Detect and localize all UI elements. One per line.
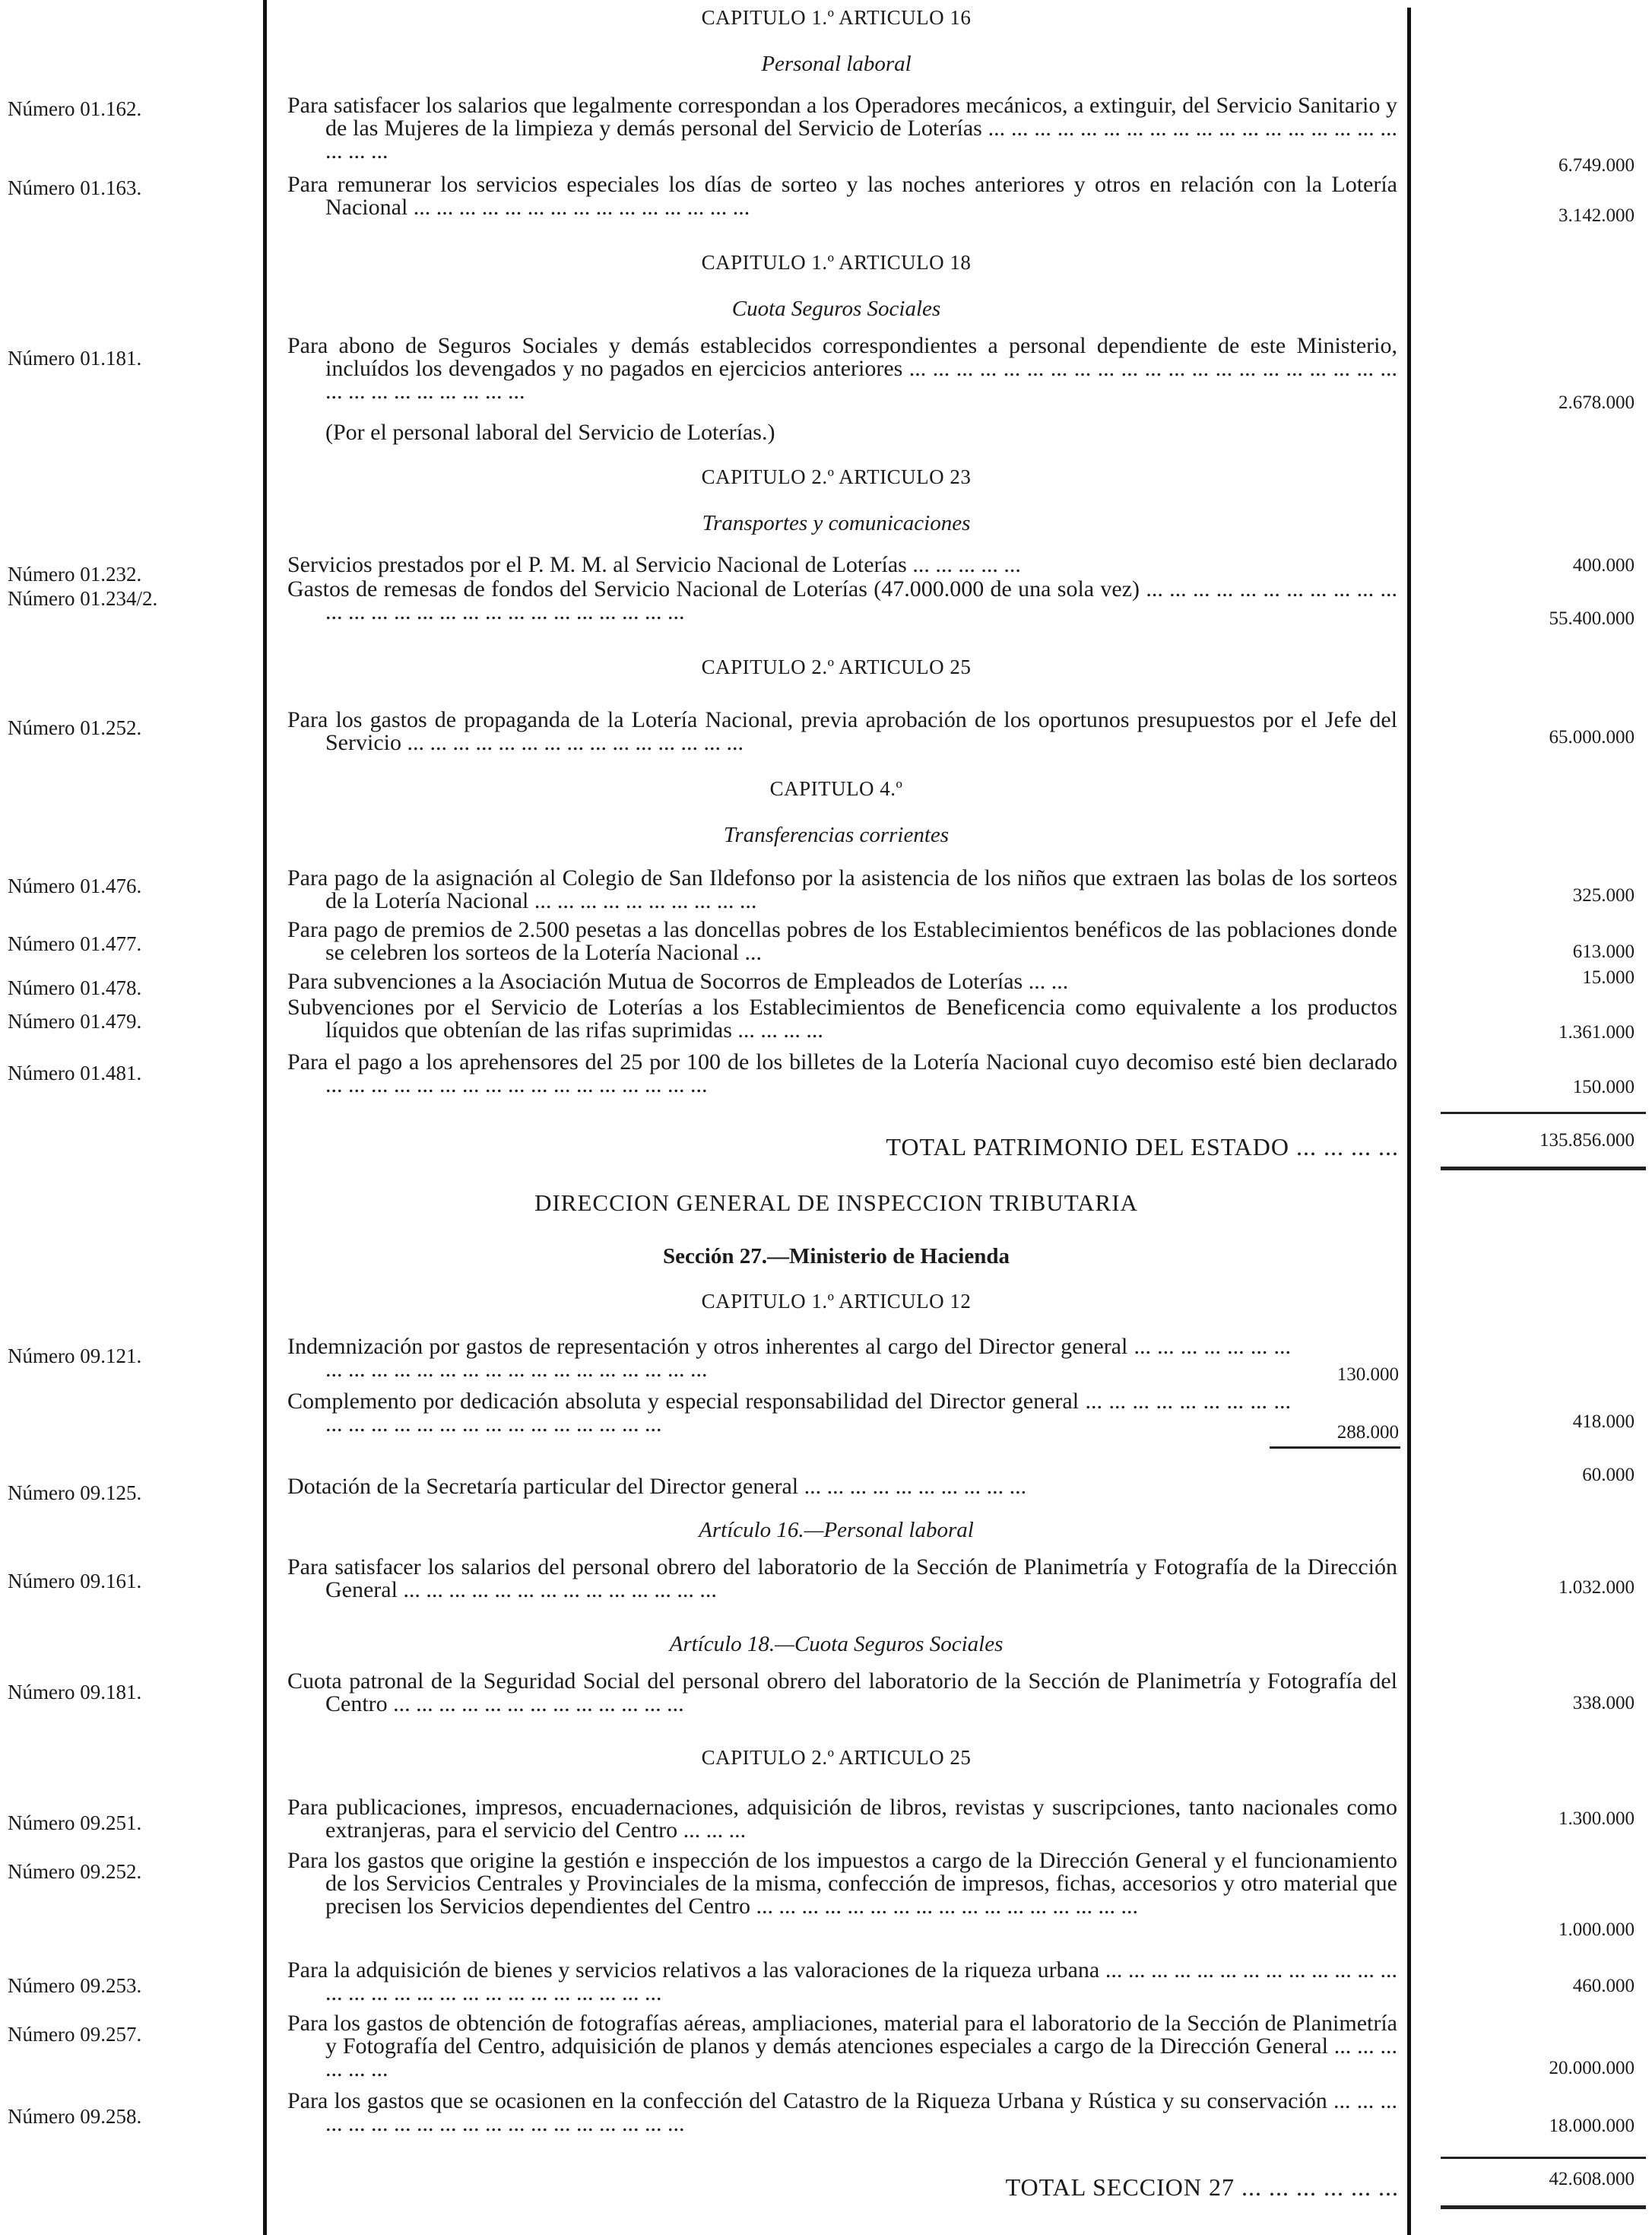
item-amount: 400.000: [1572, 555, 1635, 576]
subheading: Transportes y comunicaciones: [702, 511, 971, 535]
item-amount: 2.678.000: [1558, 392, 1635, 413]
subheading: Personal laboral: [761, 52, 912, 76]
item-number: Número 01.478.: [8, 976, 142, 999]
chapter-heading: CAPITULO 1.º ARTICULO 16: [701, 6, 972, 29]
total-amount: 42.608.000: [1549, 2169, 1635, 2189]
total-rule: [1441, 2205, 1646, 2209]
section-title: Sección 27.—Ministerio de Hacienda: [663, 1244, 1010, 1268]
total-rule: [1441, 1167, 1646, 1170]
item-amount: 3.142.000: [1558, 205, 1635, 226]
item-amount: 55.400.000: [1549, 608, 1635, 629]
item-text: Gastos de remesas de fondos del Servicio Nacional de Loterías (47.000.000 de una sola vez) ... ... ... ... ... ... ... ... ... ... ... ... ... ... ... ... ... ... ... ... ... ... ... ... ... ... ...: [287, 576, 1397, 624]
item-number: Número 09.252.: [8, 1860, 142, 1883]
item-number: Número 09.258.: [8, 2105, 142, 2128]
total-label: TOTAL SECCION 27 ... ... ... ... ... ...: [1005, 2173, 1399, 2201]
item-text: Para publicaciones, impresos, encuadernaciones, adquisición de libros, revistas y suscripciones, tanto nacionales como extranjeras, para el servicio del Centro ... ... ...: [287, 1795, 1397, 1843]
item-amount: 1.032.000: [1558, 1577, 1635, 1598]
item-text: Cuota patronal de la Seguridad Social del personal obrero del laboratorio de la Sección de Planimetría y Fotografía del Centro ... ... ... ... ... ... ... ... ... ... ... ... ...: [287, 1668, 1397, 1716]
item-note: (Por el personal laboral del Servicio de Loterías.): [325, 420, 775, 445]
item-text: Para la adquisición de bienes y servicios relativos a las valoraciones de la riqueza urbana ... ... ... ... ... ... ... ... ... ... ... ... ... ... ... ... ... ... ... ... ... ... ... ... ... ... ... ...: [287, 1957, 1397, 2005]
subtotal-rule: [1270, 1446, 1400, 1449]
item-number: Número 09.251.: [8, 1811, 142, 1834]
subheading: Artículo 16.—Personal laboral: [699, 1518, 974, 1542]
total-label: TOTAL PATRIMONIO DEL ESTADO ... ... ... ...: [886, 1133, 1399, 1160]
item-amount: 613.000: [1572, 941, 1635, 962]
subheading: Transferencias corrientes: [723, 823, 950, 847]
item-number: Número 01.479.: [8, 1010, 142, 1033]
left-column-rule: [263, 0, 267, 2235]
subheading: Artículo 18.—Cuota Seguros Sociales: [669, 1632, 1004, 1656]
item-amount: 460.000: [1572, 1976, 1635, 1996]
total-amount: 135.856.000: [1539, 1130, 1635, 1151]
item-text: Para remunerar los servicios especiales los días de sorteo y las noches anteriores y otros en relación con la Lotería Nacional ... ... ... ... ... ... ... ... ... ... ... ... ... ... ...: [287, 172, 1397, 220]
item-number: Número 01.162.: [8, 97, 142, 120]
chapter-heading: CAPITULO 2.º ARTICULO 25: [701, 1746, 972, 1769]
item-number: Número 01.481.: [8, 1062, 142, 1084]
item-number: Número 01.232.: [8, 563, 142, 586]
item-text: Para los gastos de obtención de fotografías aéreas, ampliaciones, material para el laboratorio de la Sección de Planimetría y Fotografía del Centro, adquisición de planos y demás atenciones especiales a cargo de la Dirección General ... ... ... ... ... ...: [287, 2011, 1397, 2081]
chapter-heading: CAPITULO 1.º ARTICULO 18: [701, 251, 972, 274]
item-amount: 325.000: [1572, 885, 1635, 906]
item-number: Número 09.161.: [8, 1570, 142, 1592]
item-amount: 150.000: [1572, 1077, 1635, 1097]
right-column-rule: [1407, 8, 1411, 2235]
item-text: Para subvenciones a la Asociación Mutua de Socorros de Empleados de Loterías ... ...: [287, 969, 1069, 994]
item-subamount: 288.000: [1337, 1422, 1399, 1443]
item-amount: 60.000: [1582, 1465, 1635, 1485]
item-number: Número 01.163.: [8, 176, 142, 199]
item-amount: 15.000: [1582, 967, 1635, 988]
chapter-heading: CAPITULO 4.º: [769, 777, 903, 800]
item-text: Subvenciones por el Servicio de Loterías a los Establecimientos de Beneficencia como equivalente a los productos líquidos que obtenían de las rifas suprimidas ... ... ... ...: [287, 995, 1397, 1043]
chapter-heading: CAPITULO 2.º ARTICULO 23: [701, 465, 972, 488]
amount-rule: [1441, 2157, 1646, 2159]
item-number: Número 09.253.: [8, 1974, 142, 1997]
item-text: Para los gastos que origine la gestión e inspección de los impuestos a cargo de la Dirección General y el funcionamiento de los Servicios Centrales y Provinciales de la misma, confección de impresos, fichas, accesorios y otro material que precisen los Servicios dependientes del Centro ... ... ... ... ... ... ... ... ... ... ... ... ... ... ... ... ...: [287, 1848, 1397, 1919]
item-text: Para el pago a los aprehensores del 25 por 100 de los billetes de la Lotería Nacional cuyo decomiso esté bien declarado ... ... ... ... ... ... ... ... ... ... ... ... ... ... ... ... ...: [287, 1049, 1397, 1097]
item-text: Para satisfacer los salarios del personal obrero del laboratorio de la Sección de Planimetría y Fotografía de la Dirección General ... ... ... ... ... ... ... ... ... ... ... ... ... ...: [287, 1554, 1397, 1602]
subheading: Cuota Seguros Sociales: [731, 297, 941, 321]
item-number: Número 09.257.: [8, 2023, 142, 2046]
item-number: Número 01.252.: [8, 716, 142, 739]
item-number: Número 01.476.: [8, 875, 142, 897]
amount-rule: [1441, 1112, 1646, 1114]
item-amount: 18.000.000: [1549, 2116, 1635, 2136]
item-amount: 338.000: [1572, 1693, 1635, 1713]
direction-title: DIRECCION GENERAL DE INSPECCION TRIBUTARIA: [534, 1189, 1138, 1216]
chapter-heading: CAPITULO 1.º ARTICULO 12: [701, 1290, 972, 1313]
item-number: Número 01.477.: [8, 932, 142, 955]
item-text: Para los gastos que se ocasionen en la confección del Catastro de la Riqueza Urbana y Rústica y su conservación ... ... ... ... ... ... ... ... ... ... ... ... ... ... ... ... ... ... ...: [287, 2088, 1397, 2136]
item-text: Indemnización por gastos de representación y otros inherentes al cargo del Director general ... ... ... ... ... ... ... ... ... ... ... ... ... ... ... ... ... ... ... ... ... ... ... ...: [287, 1334, 1291, 1382]
item-amount: 6.749.000: [1558, 155, 1635, 176]
item-text: Servicios prestados por el P. M. M. al Servicio Nacional de Loterías ... ... ... ... ...: [287, 552, 1021, 577]
item-text: Para pago de la asignación al Colegio de San Ildefonso por la asistencia de los niños que extraen las bolas de los sorteos de la Lotería Nacional ... ... ... ... ... ... ... ... ... ...: [287, 865, 1397, 913]
item-amount: 1.000.000: [1558, 1919, 1635, 1940]
item-number: Número 09.181.: [8, 1681, 142, 1703]
item-text: Para abono de Seguros Sociales y demás establecidos correspondientes a personal dependiente de este Ministerio, incluídos los devengados y no pagados en ejercicios anteriores ... ... ... ... ... ... ... ... ... ... ... ... ... ... ... ... ... ... ... ... ... ... ... ... ... ... ... ... ... ...: [287, 333, 1397, 404]
item-text: Complemento por dedicación absoluta y especial responsabilidad del Director general ... ... ... ... ... ... ... ... ... ... ... ... ... ... ... ... ... ... ... ... ... ... ... ...: [287, 1389, 1291, 1437]
item-text: Para pago de premios de 2.500 pesetas a las doncellas pobres de los Establecimientos benéficos de las poblaciones donde se celebren los sorteos de la Lotería Nacional ...: [287, 917, 1397, 965]
item-subamount: 130.000: [1337, 1364, 1399, 1385]
item-amount: 1.300.000: [1558, 1808, 1635, 1829]
chapter-heading: CAPITULO 2.º ARTICULO 25: [701, 656, 972, 678]
item-text: Para los gastos de propaganda de la Lotería Nacional, previa aprobación de los oportunos presupuestos por el Jefe del Servicio ... ... ... ... ... ... ... ... ... ... ... ... ... ... ...: [287, 707, 1397, 755]
item-number: Número 09.121.: [8, 1344, 142, 1367]
item-text: Para satisfacer los salarios que legalmente correspondan a los Operadores mecánicos, a extinguir, del Servicio Sanitario y de las Mujeres de la limpieza y demás personal del Servicio de Loterías ... ... ... ... ... ... ... ... ... ... ... ... ... ... ... ... ... ... ... ... ...: [287, 93, 1397, 163]
item-amount: 1.361.000: [1558, 1022, 1635, 1043]
item-amount: 20.000.000: [1549, 2058, 1635, 2078]
item-text: Dotación de la Secretaría particular del Director general ... ... ... ... ... ... ... ... ... ...: [287, 1474, 1027, 1499]
item-number: Número 09.125.: [8, 1481, 142, 1504]
item-number: Número 01.234/2.: [8, 587, 158, 610]
item-amount: 418.000: [1572, 1411, 1635, 1432]
item-number: Número 01.181.: [8, 347, 142, 370]
item-amount: 65.000.000: [1549, 727, 1635, 748]
